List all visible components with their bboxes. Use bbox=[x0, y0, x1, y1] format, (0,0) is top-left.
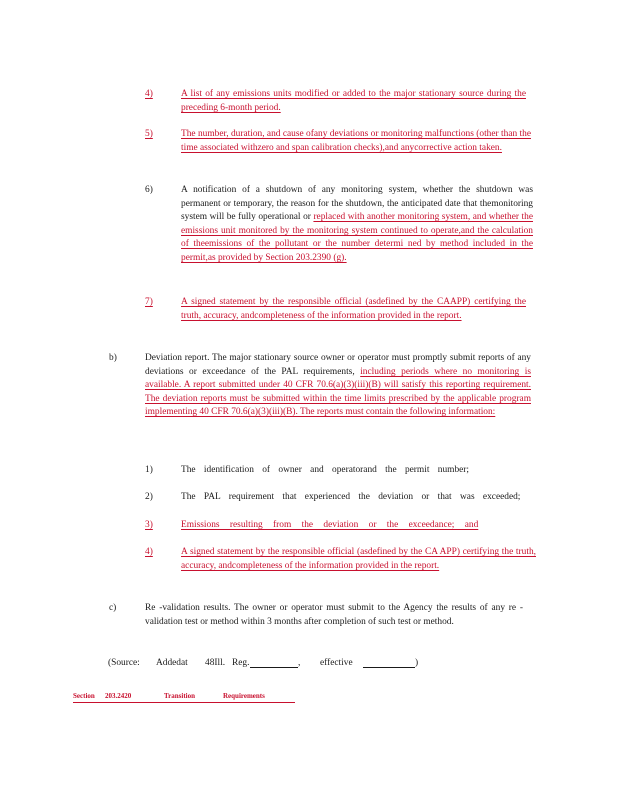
item-6-text-plain: A notification of a shutdown of any monitoring system, whether the shutdown was permanent or temporary, the reason for the shutdown, the anticipated date that themonitoring system will be fully operational or bbox=[181, 185, 533, 223]
deviation-sub-2-number: 2) bbox=[145, 492, 153, 502]
source-note bbox=[108, 657, 428, 671]
source-effective: effective bbox=[320, 658, 353, 668]
source-reg-blank bbox=[250, 667, 298, 668]
deviation-text-added: including periods where no monitoring is available. A report submitted under 40 CFR 70.6(a)(3)(iii)(B) will satisfy this reporting requirement. The deviation reports must be submitted within the time limits prescribed by the applicable program implementing 40 CFR 70.6(a)(3)(iii)(B). The reports must contain the following information: bbox=[145, 366, 531, 418]
source-open: (Source: bbox=[108, 658, 140, 668]
footer-word-transition: Transition bbox=[164, 692, 195, 700]
deviation-sub-4-text-added: A signed statement by the responsible official (asdefined by the CA APP) certifying the truth, accuracy, andcompleteness of the information provided in the report. bbox=[181, 547, 536, 571]
deviation-sub-1-number: 1) bbox=[145, 465, 153, 475]
source-reg: Reg. bbox=[232, 658, 250, 668]
deviation-sub-3-number: 3) bbox=[145, 520, 153, 530]
source-comma: , bbox=[298, 658, 301, 668]
source-effective-blank bbox=[363, 667, 415, 668]
deviation-sub-4-number: 4) bbox=[145, 547, 153, 557]
source-added: Addedat bbox=[156, 658, 188, 668]
item-5-text: The number, duration, and cause ofany deviations or monitoring malfunctions (other than the time associated withzero and span calibration checks),and anycorrective action taken. bbox=[181, 129, 531, 153]
footer-word-requirements: Requirements bbox=[223, 692, 265, 700]
item-6-number: 6) bbox=[145, 185, 153, 195]
item-7-number: 7) bbox=[145, 297, 153, 307]
footer-section-label: Section bbox=[73, 692, 95, 700]
footer-section-number: 203.2420 bbox=[105, 692, 132, 700]
item-7-text bbox=[181, 296, 526, 323]
revalidation-letter: c) bbox=[109, 603, 117, 613]
deviation-sub-4-text bbox=[181, 546, 536, 573]
deviation-sub-3-text: Emissions resulting from the deviation or the exceedance; and bbox=[181, 520, 479, 530]
deviation-text-plain: Deviation report. The major stationary source owner or operator must promptly submit reports of any deviations or exceedance of the PAL requirements, bbox=[145, 353, 531, 377]
deviation-sub-1-text: The identification of owner and operatorand the permit number; bbox=[181, 465, 470, 475]
item-6-text bbox=[181, 184, 533, 266]
revalidation-paragraph: Re -validation results. The owner or operator must submit to the Agency the results of any re -validation test or method within 3 months after completion of such test or method. bbox=[145, 603, 523, 627]
deviation-paragraph bbox=[145, 352, 531, 420]
footer-section-heading bbox=[73, 690, 295, 703]
deviation-sub-2-text: The PAL requirement that experienced the deviation or that was exceeded; bbox=[181, 492, 521, 502]
deviation-letter: b) bbox=[109, 353, 117, 363]
item-4-number: 4) bbox=[145, 89, 153, 99]
item-6-text-added: replaced with another monitoring system, and whether the emissions unit monitored by the monitoring system continued to operate,and the calculation of theemissions of the pollutant or the number determi ned by method included in the permit,as provided by Section 203.2390 (g). bbox=[181, 212, 533, 263]
item-4-text: A list of any emissions units modified or added to the major stationary source during the preceding 6-month period. bbox=[181, 89, 526, 113]
source-close: ) bbox=[415, 658, 419, 668]
item-7-text-added: A signed statement by the responsible official (asdefined by the CAAPP) certifying the truth, accuracy, andcompleteness of the information provided in the report. bbox=[181, 297, 526, 321]
source-ill: 48Ill. bbox=[205, 658, 226, 668]
item-5-number: 5) bbox=[145, 129, 153, 139]
